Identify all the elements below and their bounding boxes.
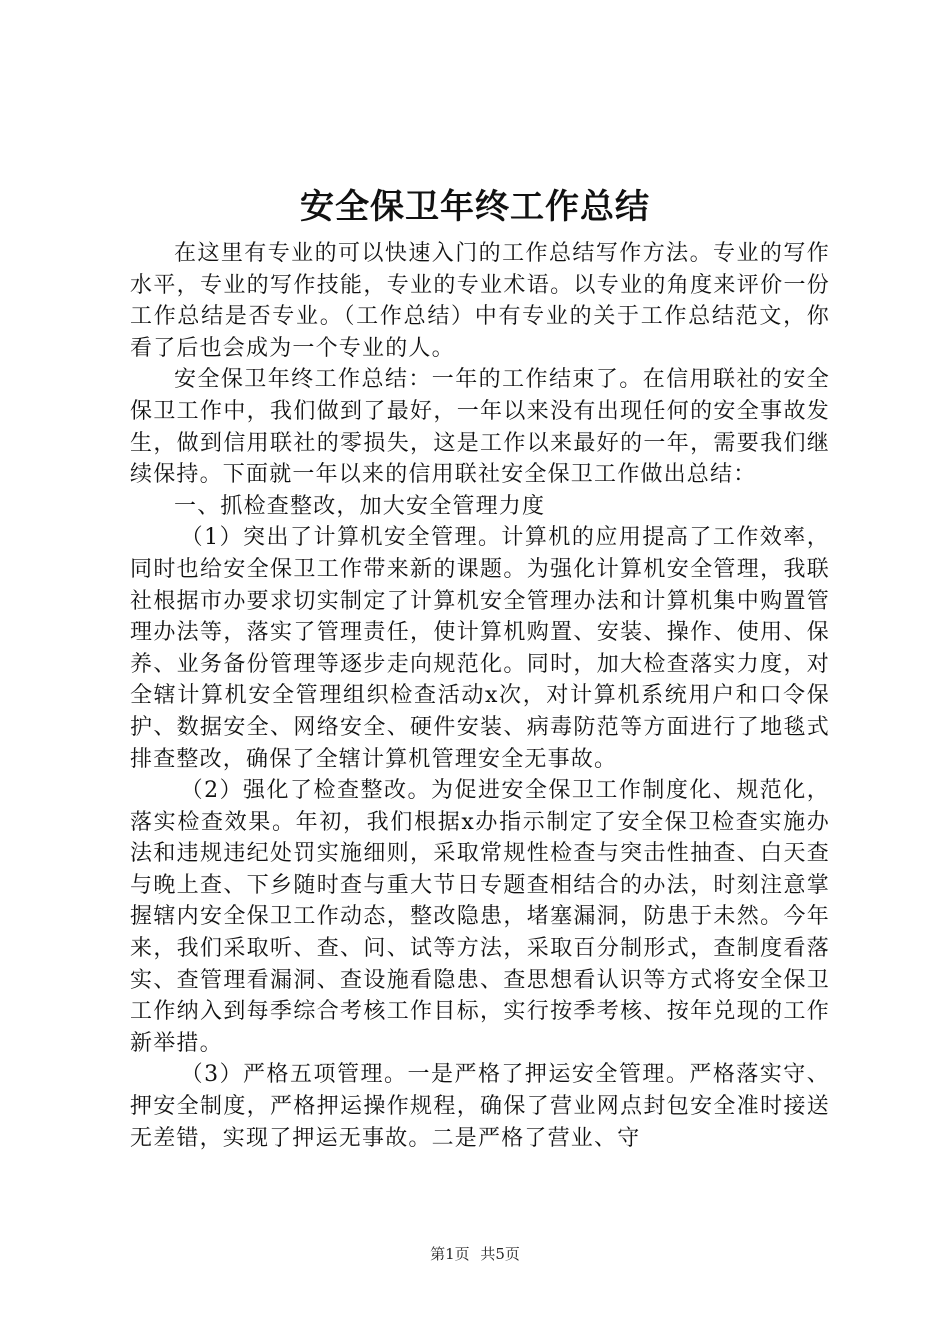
item-paragraph-1: （1）突出了计算机安全管理。计算机的应用提高了工作效率，同时也给安全保卫工作带来新的课题。为强化计算机安全管理，我联社根据市办要求切实制定了计算机安全管理办法和计算机集中购置管理办法等，落实了管理责任，使计算机购置、安装、操作、使用、保养、业务备份管理等逐步走向规范化。同时，加大检查落实力度，对全辖计算机安全管理组织检查活动x次，对计算机系统用户和口令保护、数据安全、网络安全、硬件安装、病毒防范等方面进行了地毯式排查整改，确保了全辖计算机管理安全无事故。 bbox=[130, 525, 830, 772]
document-title: 安全保卫年终工作总结 bbox=[300, 187, 650, 227]
page-footer bbox=[0, 1243, 950, 1264]
item-paragraph-2: （2）强化了检查整改。为促进安全保卫工作制度化、规范化，落实检查效果。年初，我们根据x办指示制定了安全保卫检查实施办法和违规违纪处罚实施细则，采取常规性检查与突击性抽查、白天查与晚上查、下乡随时查与重大节日专题查相结合的办法，时刻注意掌握辖内安全保卫工作动态，整改隐患，堵塞漏洞，防患于未然。今年来，我们采取听、查、问、试等方法，采取百分制形式，查制度看落实、查管理看漏洞、查设施看隐患、查思想看认识等方式将安全保卫工作纳入到每季综合考核工作目标，实行按季考核、按年兑现的工作新举措。 bbox=[130, 778, 830, 1056]
page-total: 共5页 bbox=[480, 1245, 520, 1263]
document-body bbox=[130, 238, 830, 1154]
intro-paragraph: 在这里有专业的可以快速入门的工作总结写作方法。专业的写作水平，专业的写作技能，专业的专业术语。以专业的角度来评价一份工作总结是否专业。（工作总结）中有专业的关于工作总结范文，你看了后也会成为一个专业的人。 bbox=[130, 241, 830, 361]
summary-paragraph: 安全保卫年终工作总结：一年的工作结束了。在信用联社的安全保卫工作中，我们做到了最好，一年以来没有出现任何的安全事故发生，做到信用联社的零损失，这是工作以来最好的一年，需要我们继续保持。下面就一年以来的信用联社安全保卫工作做出总结： bbox=[130, 367, 830, 488]
item-paragraph-3: （3）严格五项管理。一是严格了押运安全管理。严格落实守、押安全制度，严格押运操作规程，确保了营业网点封包安全准时接送无差错，实现了押运无事故。二是严格了营业、守 bbox=[130, 1062, 830, 1151]
page-number: 第1页 bbox=[430, 1245, 470, 1263]
section-heading: 一、抓检查整改，加大安全管理力度 bbox=[174, 493, 546, 519]
